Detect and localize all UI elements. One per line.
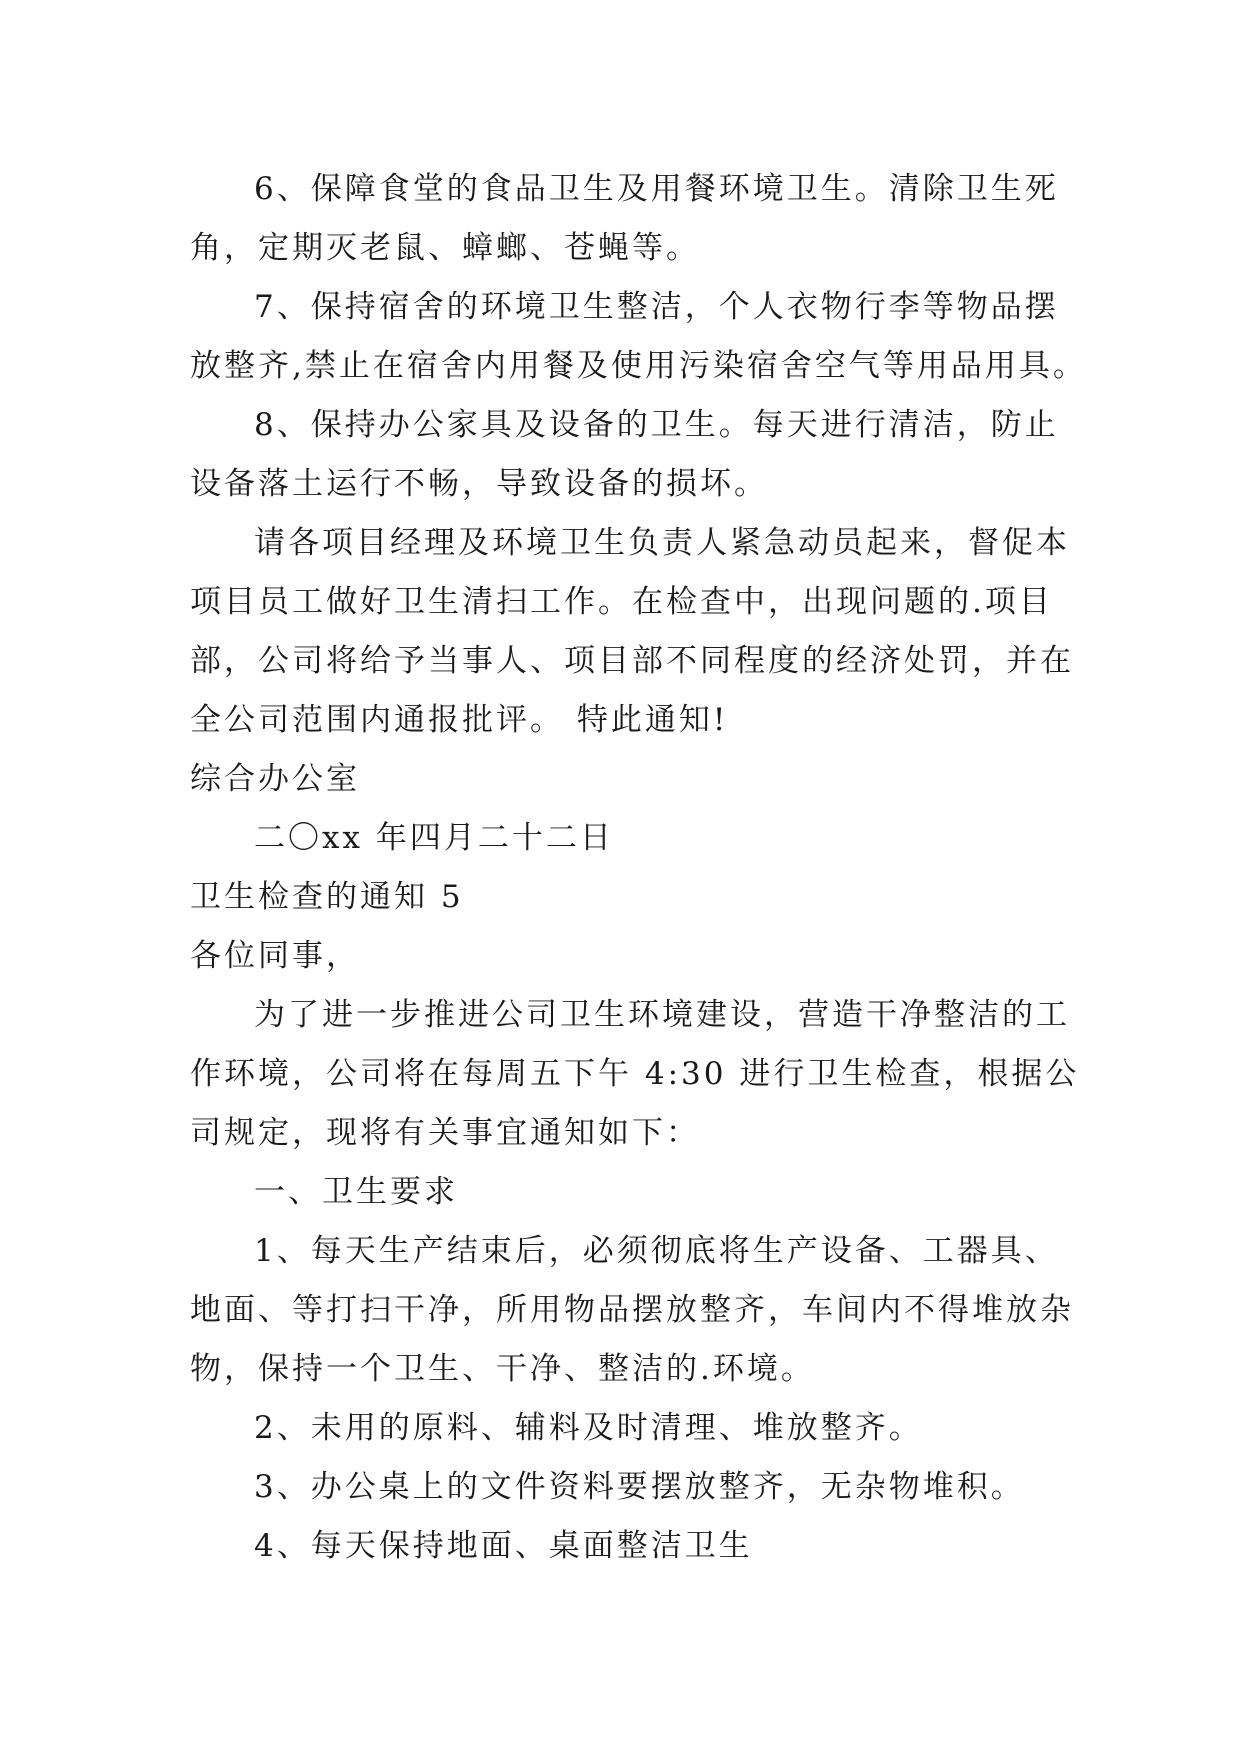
text-line: 3、办公桌上的文件资料要摆放整齐，无杂物堆积。 bbox=[254, 1469, 1025, 1505]
text-line: 4、每天保持地面、桌面整洁卫生 bbox=[254, 1528, 753, 1564]
signature-date: 二〇xx 年四月二十二日 bbox=[254, 820, 614, 856]
text-line: 7、保持宿舍的环境卫生整洁，个人衣物行李等物品摆 bbox=[254, 289, 1059, 325]
text-line: 地面、等打扫干净，所用物品摆放整齐，车间内不得堆放杂 bbox=[190, 1292, 1074, 1328]
text-line: 设备落土运行不畅，导致设备的损坏。 bbox=[190, 466, 768, 502]
text-line: 作环境，公司将在每周五下午 4:30 进行卫生检查，根据公 bbox=[190, 1056, 1080, 1092]
text-line: 项目员工做好卫生清扫工作。在检查中，出现问题的.项目 bbox=[190, 584, 1053, 620]
text-line: 全公司范围内通报批评。 特此通知! bbox=[190, 702, 729, 738]
text-line: 司规定，现将有关事宜通知如下： bbox=[190, 1115, 700, 1151]
text-line: 1、每天生产结束后，必须彻底将生产设备、工器具、 bbox=[254, 1233, 1059, 1269]
document-body bbox=[190, 160, 1087, 1576]
text-line: 为了进一步推进公司卫生环境建设，营造干净整洁的工 bbox=[254, 997, 1070, 1033]
text-line: 部，公司将给予当事人、项目部不同程度的经济处罚，并在 bbox=[190, 643, 1074, 679]
section-title: 卫生检查的通知 5 bbox=[190, 879, 464, 915]
text-line: 8、保持办公家具及设备的卫生。每天进行清洁，防止 bbox=[254, 407, 1059, 443]
text-line: 角，定期灭老鼠、蟑螂、苍蝇等。 bbox=[190, 230, 700, 266]
text-line: 请各项目经理及环境卫生负责人紧急动员起来，督促本 bbox=[254, 525, 1070, 561]
text-line: 物，保持一个卫生、干净、整洁的.环境。 bbox=[190, 1351, 815, 1387]
salutation: 各位同事， bbox=[190, 938, 360, 974]
text-line: 2、未用的原料、辅料及时清理、堆放整齐。 bbox=[254, 1410, 923, 1446]
signature-department: 综合办公室 bbox=[190, 761, 360, 797]
text-line: 放整齐,禁止在宿舍内用餐及使用污染宿舍空气等用品用具。 bbox=[190, 348, 1087, 384]
text-line: 6、保障食堂的食品卫生及用餐环境卫生。清除卫生死 bbox=[254, 171, 1059, 207]
subsection-heading: 一、卫生要求 bbox=[254, 1174, 458, 1210]
